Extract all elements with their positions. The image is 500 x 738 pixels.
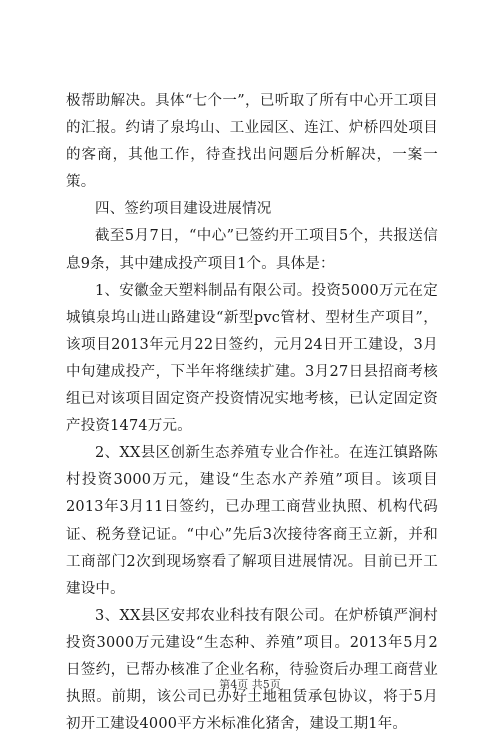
paragraph-project-1: 1、安徽金天塑料制品有限公司。投资5000万元在定城镇泉坞山进山路建设“新型pvc管材、型材生产项目”，该项目2013年元月22日签约，元月24日开工建设，3月中旬建成投产，下半年将继续扩建。3月27日县招商考核组已对该项目固定资产投资情况实地考核，已认定固定资产投资1474万元。 bbox=[66, 282, 438, 435]
paragraph-summary: 截至5月7日，“中心”已签约开工项目5个，共报送信息9条，其中建成投产项目1个。具体是： bbox=[66, 228, 438, 272]
section-heading: 四、签约项目建设进展情况 bbox=[95, 201, 272, 218]
document-body bbox=[66, 88, 438, 738]
paragraph-project-3: 3、XX县区安邦农业科技有限公司。在炉桥镇严涧村投资3000万元建设“生态种、养殖”项目。2013年5月2日签约，已帮办核准了企业名称，待验资后办理工商营业执照。前期，该公司已办好土地租赁承包协议，将于5月初开工建设4000平方米标准化猪舍，建设工期1年。 bbox=[66, 607, 438, 733]
page-number-footer: 第4页 共5页 bbox=[219, 678, 281, 691]
paragraph-project-2: 2、XX县区创新生态养殖专业合作社。在连江镇路陈村投资3000万元，建设“生态水产养殖”项目。该项目2013年3月11日签约，已办理工商营业执照、机构代码证、税务登记证。“中心”先后3次接待客商王立新，并和工商部门2次到现场察看了解项目进展情况。目前已开工建设中。 bbox=[66, 445, 438, 597]
paragraph-continuation: 极帮助解决。具体“七个一”，已听取了所有中心开工项目的汇报。约请了泉坞山、工业园区、连江、炉桥四处项目的客商，其他工作，待查找出问题后分析解决，一案一策。 bbox=[66, 93, 438, 191]
